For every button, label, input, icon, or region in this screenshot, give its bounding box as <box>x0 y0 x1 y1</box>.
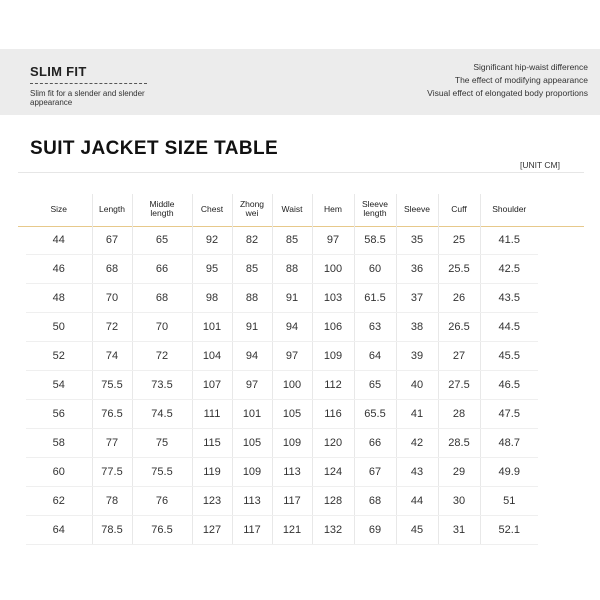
table-cell: 41 <box>396 400 438 429</box>
table-cell: 62 <box>26 487 92 516</box>
table-cell: 77.5 <box>92 458 132 487</box>
column-header: Zhong wei <box>232 194 272 224</box>
fit-benefits <box>427 61 588 100</box>
table-cell: 113 <box>232 487 272 516</box>
fit-title: SLIM FIT <box>30 64 87 79</box>
table-cell: 42.5 <box>480 255 538 284</box>
table-cell: 117 <box>272 487 312 516</box>
table-cell: 64 <box>26 516 92 545</box>
table-cell: 91 <box>232 313 272 342</box>
column-header: Sleeve <box>396 194 438 224</box>
table-cell: 109 <box>232 458 272 487</box>
table-cell: 97 <box>312 224 354 255</box>
table-cell: 85 <box>272 224 312 255</box>
table-cell: 26.5 <box>438 313 480 342</box>
table-cell: 75.5 <box>132 458 192 487</box>
table-cell: 76 <box>132 487 192 516</box>
table-cell: 94 <box>232 342 272 371</box>
table-cell: 105 <box>272 400 312 429</box>
table-cell: 26 <box>438 284 480 313</box>
column-header: Length <box>92 194 132 224</box>
unit-label: [UNIT CM] <box>520 160 560 170</box>
table-cell: 46 <box>26 255 92 284</box>
table-cell: 40 <box>396 371 438 400</box>
table-cell: 48.7 <box>480 429 538 458</box>
table-cell: 35 <box>396 224 438 255</box>
table-cell: 73.5 <box>132 371 192 400</box>
table-cell: 31 <box>438 516 480 545</box>
table-cell: 100 <box>312 255 354 284</box>
table-cell: 72 <box>132 342 192 371</box>
table-cell: 109 <box>312 342 354 371</box>
table-cell: 69 <box>354 516 396 545</box>
table-cell: 124 <box>312 458 354 487</box>
table-cell: 74.5 <box>132 400 192 429</box>
table-cell: 78.5 <box>92 516 132 545</box>
table-cell: 75 <box>132 429 192 458</box>
table-cell: 128 <box>312 487 354 516</box>
table-cell: 49.9 <box>480 458 538 487</box>
table-cell: 46.5 <box>480 371 538 400</box>
table-cell: 64 <box>354 342 396 371</box>
table-cell: 43.5 <box>480 284 538 313</box>
table-cell: 68 <box>92 255 132 284</box>
table-cell: 88 <box>232 284 272 313</box>
table-cell: 52.1 <box>480 516 538 545</box>
table-row <box>26 284 538 313</box>
table-body <box>26 224 538 545</box>
table-cell: 75.5 <box>92 371 132 400</box>
table-cell: 42 <box>396 429 438 458</box>
slim-fit-banner <box>0 49 600 115</box>
table-cell: 97 <box>272 342 312 371</box>
column-header: Size <box>50 203 68 214</box>
table-cell: 95 <box>192 255 232 284</box>
table-cell: 60 <box>26 458 92 487</box>
table-cell: 39 <box>396 342 438 371</box>
table-cell: 103 <box>312 284 354 313</box>
table-cell: 132 <box>312 516 354 545</box>
header-divider <box>18 172 584 173</box>
table-cell: 44 <box>396 487 438 516</box>
table-cell: 66 <box>354 429 396 458</box>
table-cell: 67 <box>92 224 132 255</box>
table-row <box>26 342 538 371</box>
column-header: Chest <box>192 194 232 224</box>
column-header: Waist <box>272 194 312 224</box>
table-cell: 29 <box>438 458 480 487</box>
column-header: Cuff <box>438 194 480 224</box>
table-cell: 67 <box>354 458 396 487</box>
table-cell: 117 <box>232 516 272 545</box>
table-header-row <box>26 194 538 224</box>
column-header: Sleeve length <box>354 194 396 224</box>
table-cell: 37 <box>396 284 438 313</box>
table-cell: 58.5 <box>354 224 396 255</box>
table-cell: 121 <box>272 516 312 545</box>
table-row <box>26 400 538 429</box>
table-row <box>26 371 538 400</box>
table-cell: 63 <box>354 313 396 342</box>
table-cell: 72 <box>92 313 132 342</box>
table-cell: 111 <box>192 400 232 429</box>
table-row <box>26 487 538 516</box>
table-cell: 70 <box>132 313 192 342</box>
table-cell: 74 <box>92 342 132 371</box>
table-cell: 52 <box>26 342 92 371</box>
table-cell: 120 <box>312 429 354 458</box>
table-cell: 76.5 <box>92 400 132 429</box>
table-row <box>26 313 538 342</box>
table-cell: 47.5 <box>480 400 538 429</box>
table-cell: 50 <box>26 313 92 342</box>
table-cell: 101 <box>232 400 272 429</box>
table-cell: 43 <box>396 458 438 487</box>
table-cell: 60 <box>354 255 396 284</box>
table-cell: 116 <box>312 400 354 429</box>
size-table <box>26 194 538 545</box>
table-row <box>26 429 538 458</box>
table-cell: 109 <box>272 429 312 458</box>
table-cell: 101 <box>192 313 232 342</box>
fit-description: Slim fit for a slender and slender appearance <box>30 89 145 107</box>
table-cell: 54 <box>26 371 92 400</box>
table-cell: 92 <box>192 224 232 255</box>
table-cell: 36 <box>396 255 438 284</box>
table-cell: 58 <box>26 429 92 458</box>
table-cell: 65.5 <box>354 400 396 429</box>
table-cell: 94 <box>272 313 312 342</box>
table-cell: 61.5 <box>354 284 396 313</box>
table-cell: 68 <box>354 487 396 516</box>
dashed-divider <box>30 83 147 84</box>
column-header: Hem <box>312 194 354 224</box>
table-cell: 70 <box>92 284 132 313</box>
table-row <box>26 458 538 487</box>
table-cell: 66 <box>132 255 192 284</box>
table-cell: 27 <box>438 342 480 371</box>
table-cell: 112 <box>312 371 354 400</box>
table-cell: 76.5 <box>132 516 192 545</box>
table-cell: 44 <box>26 224 92 255</box>
table-cell: 51 <box>480 487 538 516</box>
table-row <box>26 516 538 545</box>
table-cell: 119 <box>192 458 232 487</box>
table-cell: 45 <box>396 516 438 545</box>
table-cell: 30 <box>438 487 480 516</box>
table-cell: 91 <box>272 284 312 313</box>
table-cell: 78 <box>92 487 132 516</box>
table-cell: 41.5 <box>480 224 538 255</box>
table-cell: 104 <box>192 342 232 371</box>
table-cell: 25.5 <box>438 255 480 284</box>
table-row <box>26 255 538 284</box>
table-title: SUIT JACKET SIZE TABLE <box>30 138 279 159</box>
table-cell: 28.5 <box>438 429 480 458</box>
table-cell: 82 <box>232 224 272 255</box>
table-cell: 48 <box>26 284 92 313</box>
table-cell: 107 <box>192 371 232 400</box>
table-cell: 100 <box>272 371 312 400</box>
benefit-item: Visual effect of elongated body proportions <box>427 88 588 98</box>
table-cell: 27.5 <box>438 371 480 400</box>
table-cell: 68 <box>132 284 192 313</box>
table-cell: 44.5 <box>480 313 538 342</box>
table-cell: 56 <box>26 400 92 429</box>
column-header: Shoulder <box>480 194 538 224</box>
table-cell: 65 <box>354 371 396 400</box>
column-header: Middle length <box>132 194 192 224</box>
table-cell: 127 <box>192 516 232 545</box>
table-cell: 65 <box>132 224 192 255</box>
table-cell: 38 <box>396 313 438 342</box>
table-cell: 97 <box>232 371 272 400</box>
table-cell: 45.5 <box>480 342 538 371</box>
benefit-item: The effect of modifying appearance <box>454 75 588 85</box>
table-cell: 77 <box>92 429 132 458</box>
table-cell: 105 <box>232 429 272 458</box>
benefit-item: Significant hip-waist difference <box>473 62 588 72</box>
table-cell: 85 <box>232 255 272 284</box>
table-cell: 88 <box>272 255 312 284</box>
table-cell: 106 <box>312 313 354 342</box>
table-cell: 113 <box>272 458 312 487</box>
table-cell: 98 <box>192 284 232 313</box>
table-cell: 115 <box>192 429 232 458</box>
table-cell: 28 <box>438 400 480 429</box>
table-cell: 25 <box>438 224 480 255</box>
table-row <box>26 224 538 255</box>
table-cell: 123 <box>192 487 232 516</box>
